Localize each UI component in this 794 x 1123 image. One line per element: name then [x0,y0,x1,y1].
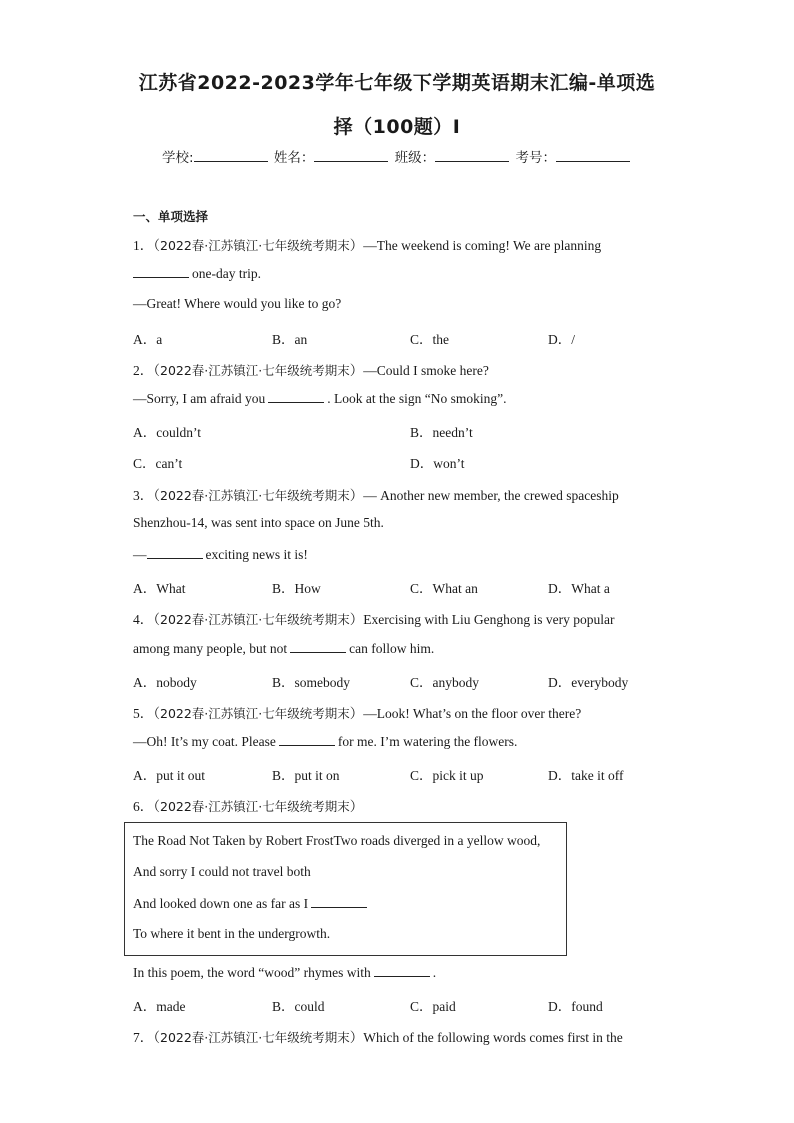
question-7-stem [133,1026,623,1046]
question-text: ）—Could I smoke here? [349,363,489,378]
question-5-stem [133,702,581,722]
question-4-stem [133,608,614,628]
question-2-line-2 [133,390,506,407]
question-source: 2022春·江苏镇江·七年级统考期末 [160,1030,350,1045]
question-source: 2022春·江苏镇江·七年级统考期末 [160,799,350,814]
title-line-1: 江苏省2022-2023学年七年级下学期英语期末汇编-单项选 [138,72,656,94]
q2-option-a[interactable]: A．couldn’t [133,425,201,440]
answer-blank [147,546,203,559]
question-3-stem [133,484,619,504]
question-text: — [133,547,147,562]
name-blank[interactable] [314,149,388,162]
answer-blank [133,265,189,278]
question-text: among many people, but not [133,641,288,656]
question-source: 2022春·江苏镇江·七年级统考期末 [160,488,350,503]
question-text: ）Which of the following words comes first in the [349,1030,623,1045]
question-number: 7．（ [133,1030,160,1045]
school-label: 学校: [162,150,194,166]
q6-option-d[interactable]: D．found [548,999,603,1014]
exam-number-blank[interactable] [556,149,630,162]
q5-option-d[interactable]: D．take it off [548,768,624,783]
question-text: ）—The weekend is coming! We are planning [349,238,602,253]
q3-option-a[interactable]: A．What [133,581,186,596]
question-source: 2022春·江苏镇江·七年级统考期末 [160,238,350,253]
question-text: In this poem, the word “wood” rhymes with [133,965,371,980]
question-number: 4．（ [133,612,160,627]
section-title: 一、单项选择 [133,209,209,224]
q3-option-b[interactable]: B．How [272,581,321,596]
question-3-line-3 [133,546,308,563]
question-1-stem [133,234,601,254]
q4-option-c[interactable]: C．anybody [410,675,479,690]
question-number: 6．（ [133,799,160,814]
question-1-line-3: —Great! Where would you like to go? [133,296,342,311]
question-text: one-day trip. [192,266,261,281]
q1-option-a[interactable]: A．a [133,332,163,347]
question-text: . Look at the sign “No smoking”. [327,391,507,406]
name-label: 姓名： [273,150,315,166]
q5-option-b[interactable]: B．put it on [272,768,340,783]
q2-option-c[interactable]: C．can’t [133,456,183,471]
q1-option-b[interactable]: B．an [272,332,308,347]
question-text: ）—Look! What’s on the floor over there? [349,706,582,721]
q6-option-c[interactable]: C．paid [410,999,456,1014]
q4-option-d[interactable]: D．everybody [548,675,629,690]
q3-option-d[interactable]: D．What a [548,581,610,596]
question-4-line-2 [133,640,434,657]
class-label: 班级： [394,150,436,166]
question-number: 3．（ [133,488,160,503]
question-6-stem [133,795,363,815]
student-info-row [0,146,794,166]
exam-number-label: 考号： [515,150,556,166]
answer-blank [374,964,430,977]
question-text: —Oh! It’s my coat. Please [133,734,276,749]
answer-blank [311,895,367,908]
q5-option-a[interactable]: A．put it out [133,768,206,783]
q2-option-d[interactable]: D．won’t [410,456,465,471]
question-5-line-2 [133,733,517,750]
question-3-line-2: Shenzhou-14, was sent into space on June 5th. [133,515,384,530]
q4-option-a[interactable]: A．nobody [133,675,197,690]
question-text: . [432,965,437,980]
poem-line-4: To where it bent in the undergrowth. [133,926,331,941]
question-6-after [133,964,436,981]
question-source: 2022春·江苏镇江·七年级统考期末 [160,706,350,721]
poem-line-2: And sorry I could not travel both [133,864,311,879]
q2-option-b[interactable]: B．needn’t [410,425,473,440]
question-2-stem [133,359,489,379]
question-text: ） [349,799,364,814]
class-blank[interactable] [435,149,509,162]
answer-blank [279,733,335,746]
question-number: 5．（ [133,706,160,721]
school-blank[interactable] [194,149,268,162]
q1-option-d[interactable]: D．/ [548,332,575,347]
poem-line-1: The Road Not Taken by Robert FrostTwo roads diverged in a yellow wood, [133,833,541,848]
q6-option-a[interactable]: A．made [133,999,186,1014]
question-number: 2．（ [133,363,160,378]
question-text: ）Exercising with Liu Genghong is very popular [349,612,615,627]
poem-line-3 [133,895,370,912]
q4-option-b[interactable]: B．somebody [272,675,351,690]
title-line-2: 择（100题）Ⅰ [333,116,461,138]
q1-option-c[interactable]: C．the [410,332,449,347]
q6-option-b[interactable]: B．could [272,999,325,1014]
answer-blank [290,640,346,653]
answer-blank [268,390,324,403]
question-text: exciting news it is! [205,547,308,562]
question-text: can follow him. [349,641,435,656]
question-text: for me. I’m watering the flowers. [337,734,518,749]
question-1-line-2 [133,265,261,282]
question-text: ）— Another new member, the crewed spaceship [349,488,619,503]
q3-option-c[interactable]: C．What an [410,581,478,596]
question-source: 2022春·江苏镇江·七年级统考期末 [160,363,350,378]
question-text: —Sorry, I am afraid you [133,391,266,406]
q5-option-c[interactable]: C．pick it up [410,768,484,783]
question-source: 2022春·江苏镇江·七年级统考期末 [160,612,350,627]
question-number: 1．（ [133,238,160,253]
poem-text: And looked down one as far as I [133,896,309,911]
